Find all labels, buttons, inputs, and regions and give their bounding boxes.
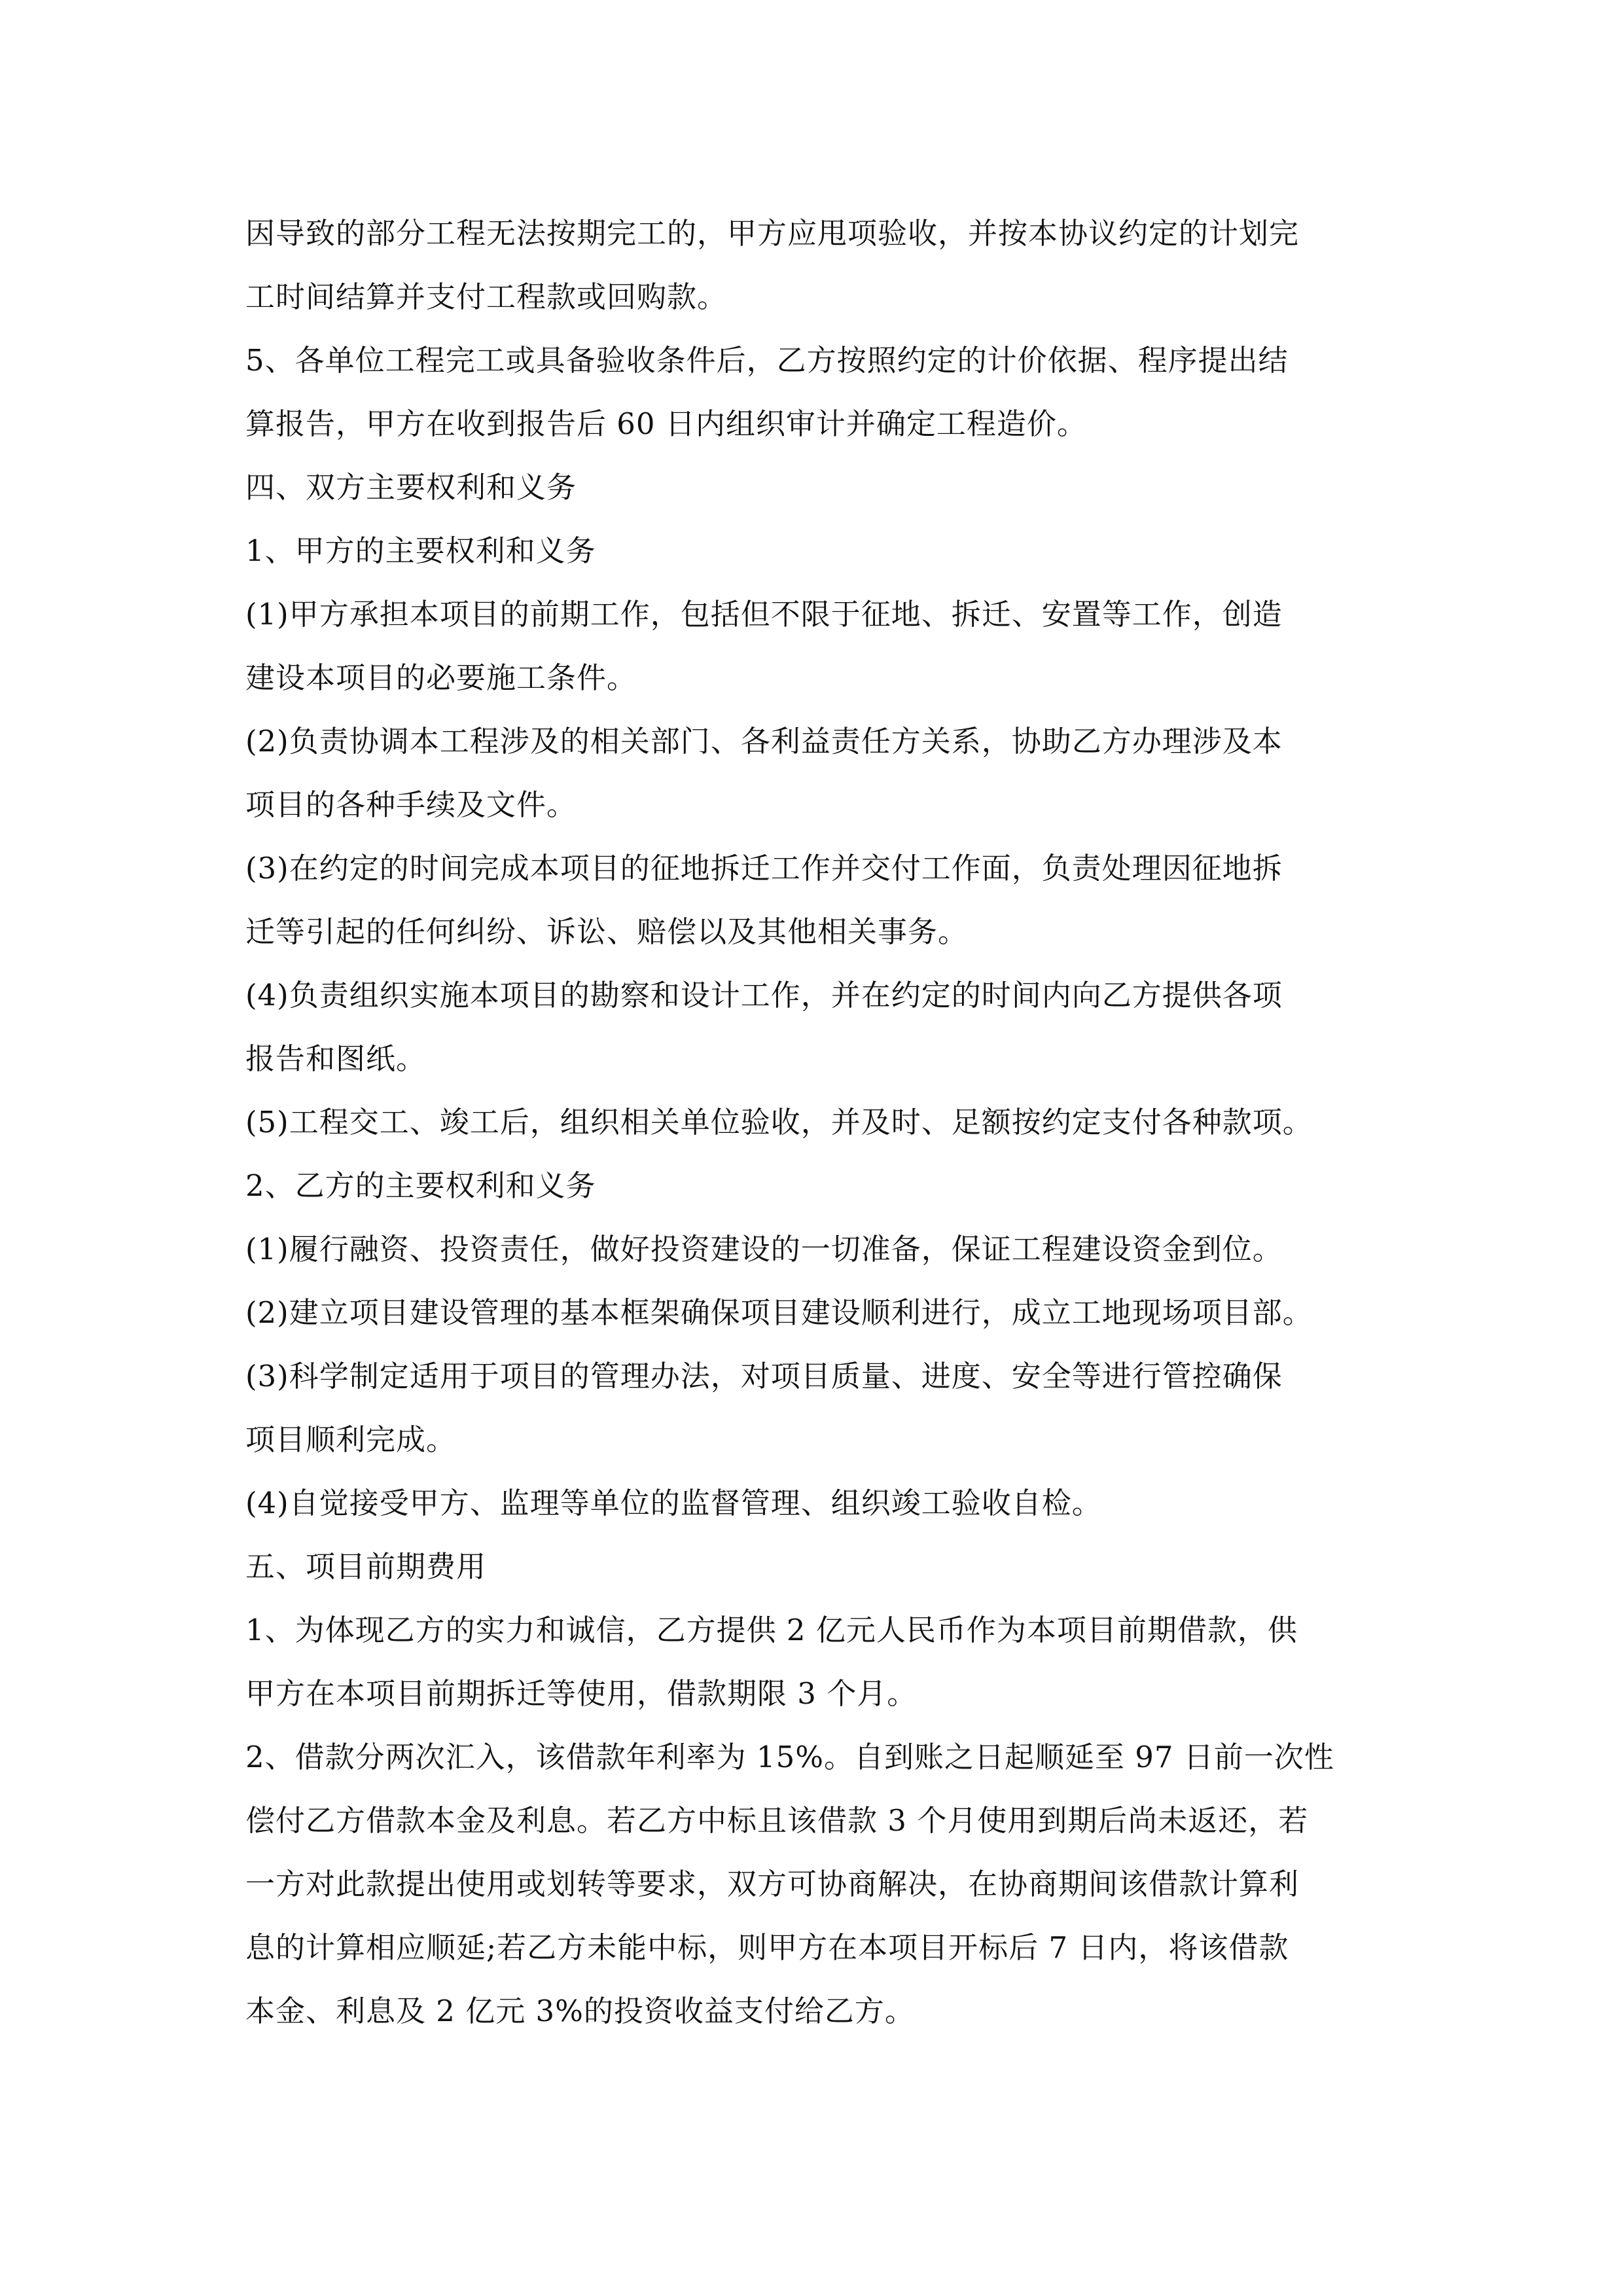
- subsection-heading: 1、甲方的主要权利和义务: [245, 533, 596, 568]
- text-line: (3)在约定的时间完成本项目的征地拆迁工作并交付工作面，负责处理因征地拆: [245, 851, 1283, 886]
- text-line: (2)建立项目建设管理的基本框架确保项目建设顺利进行，成立工地现场项目部。: [245, 1295, 1313, 1330]
- text-line: 1、为体现乙方的实力和诚信，乙方提供 2 亿元人民币作为本项目前期借款，供: [245, 1613, 1298, 1647]
- text-line: 2、借款分两次汇入，该借款年利率为 15%。自到账之日起顺延至 97 日前一次性: [245, 1740, 1334, 1774]
- section-heading: 四、双方主要权利和义务: [245, 470, 577, 505]
- text-line: (5)工程交工、竣工后，组织相关单位验收，并及时、足额按约定支付各种款项。: [245, 1105, 1313, 1139]
- text-line: 建设本项目的必要施工条件。: [245, 660, 637, 695]
- text-line: 迁等引起的任何纠纷、诉讼、赔偿以及其他相关事务。: [245, 914, 969, 949]
- text-line: 偿付乙方借款本金及利息。若乙方中标且该借款 3 个月使用到期后尚未返还，若: [245, 1803, 1309, 1838]
- text-line: (4)自觉接受甲方、监理等单位的监督管理、组织竣工验收自检。: [245, 1486, 1102, 1520]
- text-line: 因导致的部分工程无法按期完工的，甲方应甩项验收，并按本协议约定的计划完: [245, 216, 1300, 251]
- text-line: (1)甲方承担本项目的前期工作，包括但不限于征地、拆迁、安置等工作，创造: [245, 597, 1283, 632]
- text-line: 算报告，甲方在收到报告后 60 日内组织审计并确定工程造价。: [245, 406, 1087, 441]
- section-heading: 五、项目前期费用: [245, 1549, 487, 1584]
- text-line: 项目的各种手续及文件。: [245, 787, 577, 822]
- text-line: (3)科学制定适用于项目的管理办法，对项目质量、进度、安全等进行管控确保: [245, 1359, 1283, 1393]
- subsection-heading: 2、乙方的主要权利和义务: [245, 1168, 596, 1203]
- text-line: 一方对此款提出使用或划转等要求，双方可协商解决，在协商期间该借款计算利: [245, 1867, 1300, 1901]
- text-line: (1)履行融资、投资责任，做好投资建设的一切准备，保证工程建设资金到位。: [245, 1232, 1283, 1266]
- text-line: 项目顺利完成。: [245, 1422, 457, 1457]
- text-line: 甲方在本项目前期拆迁等使用，借款期限 3 个月。: [245, 1676, 918, 1711]
- text-line: 息的计算相应顺延;若乙方未能中标，则甲方在本项目开标后 7 日内，将该借款: [245, 1930, 1289, 1965]
- text-line: (2)负责协调本工程涉及的相关部门、各利益责任方关系，协助乙方办理涉及本: [245, 724, 1283, 759]
- text-line: 工时间结算并支付工程款或回购款。: [245, 279, 728, 314]
- text-line: 报告和图纸。: [245, 1041, 427, 1076]
- document-body: [245, 202, 1397, 2043]
- text-line: 5、各单位工程完工或具备验收条件后，乙方按照约定的计价依据、程序提出结: [245, 343, 1289, 378]
- text-line: (4)负责组织实施本项目的勘察和设计工作，并在约定的时间内向乙方提供各项: [245, 978, 1283, 1013]
- text-line: 本金、利息及 2 亿元 3%的投资收益支付给乙方。: [245, 1994, 915, 2028]
